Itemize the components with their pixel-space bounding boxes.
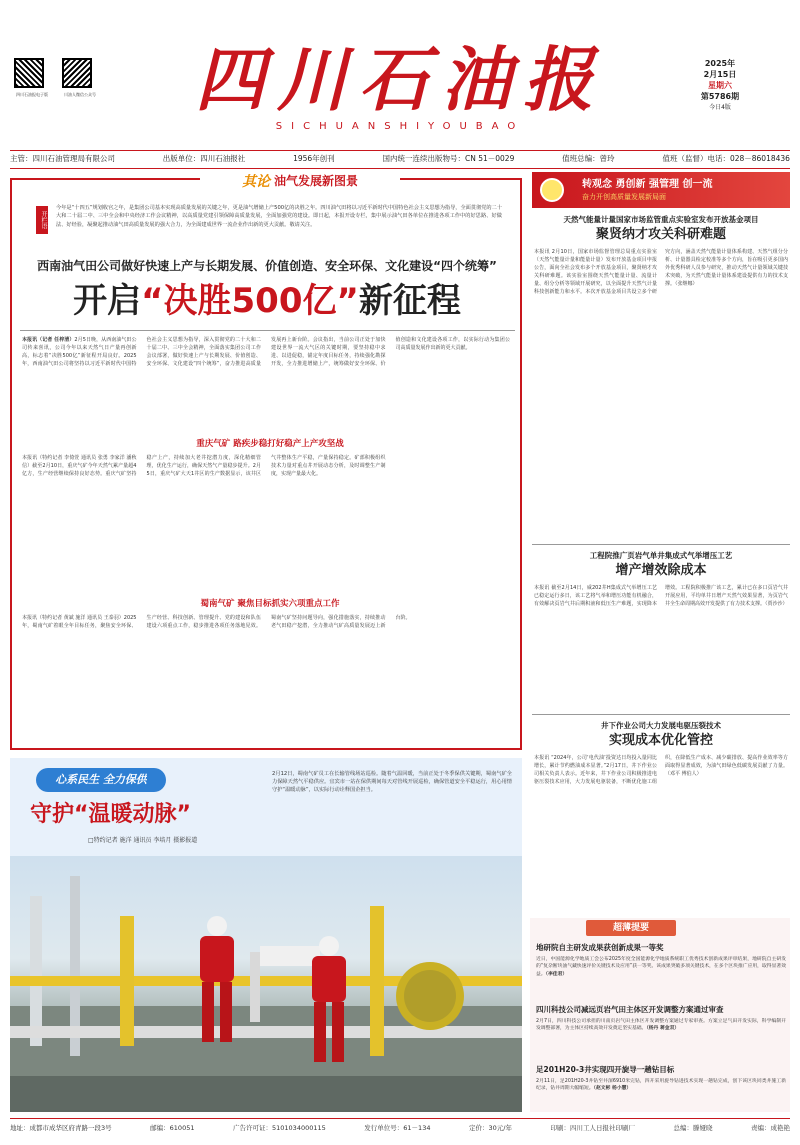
divider (10, 150, 790, 151)
right2-title: 增产增效除成本 (615, 563, 707, 578)
banner-left (200, 172, 400, 192)
brief-item-text: 2月11日，足201H20-3井钻至井深6910米完钻，四开采用旋导钻进技术实现一趟钻完成，创下该区块同类井施工新纪录，钻井周期大幅缩短。 (536, 1079, 786, 1092)
phone-text: 值班（监督）电话：028－86018436 (662, 154, 790, 163)
main-title-c: 新征程 (358, 280, 461, 321)
issue-date: 2月15日 (703, 70, 737, 79)
brief-header: 超薄提要 (586, 920, 676, 936)
emblem-icon (540, 178, 564, 202)
info-bar (10, 152, 790, 166)
right3-subtitle: 井下作业公司大力发展电驱压裂技术 (601, 721, 721, 730)
divider (10, 1118, 790, 1119)
right-banner-text: 转观念 勇创新 强管理 创一流 (582, 179, 713, 190)
photo-illustration (10, 856, 522, 1112)
main-subtitle: 西南油气田公司做好快速上产与长期发展、价值创造、安全环保、文化建设“四个统筹” (37, 259, 497, 273)
banner-text: 油气发展新图景 (273, 174, 358, 189)
qr-code-right[interactable] (62, 58, 92, 88)
qr-label-right: 川油人微信公众号 (64, 92, 96, 97)
brief-item-body (536, 956, 786, 1000)
footer-ad-license: 广告许可证：5101034000115 (233, 1123, 326, 1132)
main-lead-reporter: 本报讯（记者 任梓清） (22, 337, 75, 343)
footer (10, 1121, 790, 1135)
newspaper-title: 四川石油报 (195, 40, 605, 120)
feature-caption: 2月12日，蜀南气矿员工在长输管线场站巡检。随着气温回暖，当前正处于冬季保供关键期，蜀南气矿全力保障天然气平稳供应。宜宾市一站在保供期间每天对管线开展巡检，确保管道安全平稳运行，用心用情守护“温暖动脉”，以实际行动诠释国企担当。 (272, 771, 512, 794)
lead-paragraph: 今年是“十四五”规划收官之年，是集团公司基本实现高质量发展的关键之年，更是油气增储上产500亿的决胜之年。四川油气田将以习近平新时代中国特色社会主义思想为指导，全面贯彻党的二十大和二十届二中、三中全会和中央经济工作会议精神，以高质量党建引领保障高质量发展，全面加强党的建设。即日起，本报开设专栏，集中展示油气田各单位在推进各项工作中的好思路、好做法、好经验，凝聚起推动油气田高质量发展的强大合力，为全面建成世界一流企业作出新的更大贡献。敬请关注。 (56, 205, 502, 228)
right2-subtitle: 工程院推广页岩气单井集成式气举增压工艺 (589, 551, 733, 560)
right1-title: 聚贤纳才攻关科研难题 (595, 227, 726, 242)
publisher-text: 出版单位：四川石油报社 (162, 154, 246, 163)
feature-title: 守护“温暖动脉” (30, 802, 191, 827)
footer-editor: 责编：成艳艳 (751, 1123, 790, 1132)
feature-banner (36, 768, 166, 792)
brief-item-author: （赵文彬 杨小慧） (593, 1086, 632, 1092)
footer-price: 发行单位号：61－134 (364, 1123, 431, 1132)
right3-title: 实现成本优化管控 (608, 733, 713, 748)
divider (532, 714, 790, 715)
sub1-body: 本报讯（特约记者 李倚萱 通讯员 张勇 李家洋 潘秋信）截至2月10日，重庆气矿今年天然气累产量超4亿方，生产经营继续保持良好态势。重庆气矿坚持稳产上产，持续加大老井挖潜力度，深化精细管理，优化生产运行，确保天然气产量稳步提升。2月5日，重庆气矿大天1井区的生产数据显示，该井区气井整体生产平稳，产量保持稳定。矿部积极组织技术力量对重点井开展动态分析，及时调整生产制度，实现产量最大化。 (22, 455, 386, 477)
main-title (22, 278, 512, 324)
newspaper-pinyin: SICHUANSHIYOUBAO (275, 121, 525, 132)
sub2-body: 本报讯（特约记者 黄斌 施洋 通讯员 王泰羽）2025年，蜀南气矿着眼全年目标任务，聚焦安全环保、生产经营、科技创新、管理提升、党的建设和队伍建设六项重点工作，稳步推进各项任务落地见效。蜀南气矿坚持问题导向，强化措施落实，持续推动老气田稳产挖潜，全力推动气矿高质量发展迈上新台阶。 (22, 615, 411, 629)
brief-item-text: 2月7日，四川科技公司承担的川南页岩气田主体区开发调整方案通过专家审查。方案立足气田开发实际，科学编制开发调整部署，为主体区持续高效开发奠定坚实基础。 (536, 1019, 786, 1032)
main-title-b: “决胜500亿” (141, 280, 359, 321)
issue-number: 第5786期 (700, 92, 740, 101)
feature-credit: □特约记者 施洋 通讯员 李培月 摄影报道 (88, 837, 198, 844)
divider (10, 168, 790, 169)
footer-print: 定价：30元/年 (468, 1123, 512, 1132)
divider (532, 544, 790, 545)
main-title-a: 开启 (73, 280, 142, 321)
footer-chief: 总编：滕娅晓 (673, 1123, 713, 1132)
footer-zip: 邮编：610051 (150, 1123, 195, 1132)
brief-item-title: 足201H20-3井实现四开旋导一趟钻目标 (536, 1065, 675, 1074)
footer-address: 地址：成都市成华区府青路一段3号 (10, 1123, 112, 1132)
qr-code-left[interactable] (14, 58, 44, 88)
brief-item-title: 四川科技公司减远页岩气田主体区开发调整方案通过审查 (536, 1005, 724, 1014)
brief-item-author: （杨丹 蒋金双） (646, 1026, 680, 1032)
right1-body: 本报讯 2月10日，国家市场监督管理总局重点实验室（天然气能量计量和能量计量）发布开放基金项目申报公告，面向全社会发布多个开放基金项目，聚贤纳才攻关科研难题。该实验室围绕天然气能量计量、流量计量、组分分析等领域开展研究，以全面提升天然气计量科技创新能力和水平。本次开放基金项目共设立多个研究方向，涵盖天然气能量计量体系构建、天然气组分分析、计量器具检定校准等多个方向，旨在吸引更多国内外优秀科研人员参与研究，推动天然气计量领域关键技术突破，为天然气能量计量体系建设提供有力的技术支撑。（张继娜） (534, 249, 788, 295)
brief-item-author: （李佳君） (545, 971, 568, 977)
sub1-title: 重庆气矿 路疾步稳打好稳产上产攻坚战 (196, 439, 344, 449)
feature-banner-text: 心系民生 全力保供 (55, 773, 147, 787)
right1-subtitle: 天然气能量计量国家市场监管重点实验室发布开放基金项目 (563, 215, 759, 224)
right3-body: 本报讯 “2024年，公司‘电代油’投资达日均投入量同比增长，累计节约燃油成本显著。”2月17日，井下作业公司相关负责人表示。近年来，井下作业公司积极推进电驱压裂技术应用，大力发展电驱装备，不断优化施工组织，在降低生产成本、减少碳排放、提高作业效率等方面取得显著成效，为油气田绿色低碳发展贡献了力量。（邓平 傅伯人） (534, 755, 788, 785)
qr-label-left: 四川石油报电子版 (16, 92, 48, 97)
brief-item-body (536, 1018, 786, 1060)
column-side-label: 开栏语 (36, 206, 48, 234)
sub2-title: 蜀南气矿 聚焦目标抓实六项重点工作 (200, 599, 340, 609)
issue-weekday: 星期六 (708, 81, 732, 90)
issue-year: 2025年 (704, 59, 736, 68)
brief-item-text: 近日，中国能源化学地质工会公布2025年度全国能源化学地质系统职工优秀技术创新成果评审结果，地研院自主研发的“复杂断块油气藏快速评价关键技术及应用”获一等奖。该成果突破多项关键技术，在多个区块推广应用，取得显著效益。 (536, 957, 786, 977)
feature-photo (10, 856, 522, 1112)
right-banner (532, 172, 790, 208)
issue-pages: 今日4版 (709, 104, 731, 111)
editor-text: 值班总编：曾玲 (562, 154, 615, 163)
banner-label: 其论 (241, 173, 270, 190)
sponsor-text: 主管：四川石油管理局有限公司 (10, 154, 115, 163)
cn-text: 国内统一连续出版物号：CN 51－0029 (382, 154, 515, 163)
right2-body: 本报讯 截至2月14日，威202井H集成式气举增压工艺已稳定运行多日，该工艺将气举和增压功能有机融合，有效解决页岩气井后期积液和低压生产难题，实现降本增效。工程院积极推广该工艺，累计已在多口页岩气井开展应用，平均单井日增产天然气效果显著，为页岩气井全生命周期高效开发提供了有力技术支撑。（贾沙沙） (534, 585, 788, 607)
founded-text: 1956年创刊 (293, 154, 335, 163)
brief-item-title: 地研院自主研发成果获创新成果一等奖 (536, 943, 664, 952)
main-body (22, 336, 510, 436)
divider (20, 330, 515, 331)
main-body-text: 2月5日晚，从西南油气田公司传来喜讯，公司今年以来天然气日产量再创新高，标志着“决胜500亿”新征程开局良好。2025年，西南油气田公司将坚持以习近平新时代中国特色社会主义思想为指导，深入贯彻党的二十大和二十届二中、三中全会精神，全面落实集团公司工作会议部署，做好快速上产与长期发展、价值创造、安全环保、文化建设“四个统筹”，奋力推进高质量发展再上新台阶。会议指出，当前公司正处于加快建设世界一流大气区的关键时期，要坚持稳中求进、以进促稳，锚定年度目标任务，持续强化勘探开发，全力推进增储上产，统筹做好安全环保、价值创造和文化建设各项工作，以实际行动为集团公司高质量发展作出新的更大贡献。 (22, 337, 510, 367)
footer-printer: 印刷：四川工人日报社印刷厂 (550, 1123, 635, 1132)
brief-item-body (536, 1078, 786, 1110)
right-banner-sub: 奋力开创高质量发展新局面 (582, 193, 666, 201)
issue-info (690, 58, 750, 113)
